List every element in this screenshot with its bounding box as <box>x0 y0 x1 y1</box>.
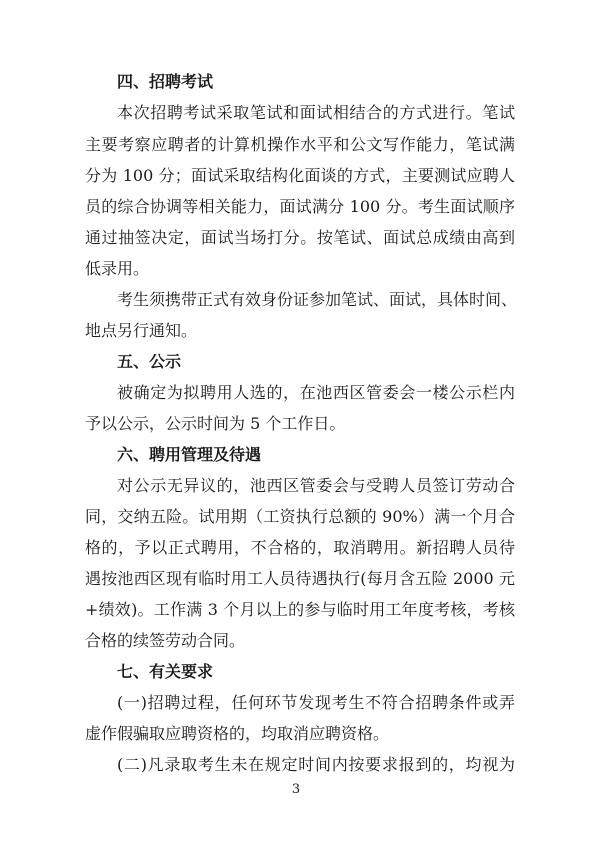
paragraph-line: 通过抽签决定，面试当场打分。按笔试、面试总成绩由高到 <box>85 228 515 247</box>
section-heading-recruitment-exam: 四、招聘考试 <box>117 72 214 91</box>
paragraph-line: 同，交纳五险。试用期（工资执行总额的 90%）满一个月合 <box>85 507 515 526</box>
paragraph-line: 予以公示，公示时间为 5 个工作日。 <box>85 414 346 433</box>
paragraph-line: 虚作假骗取应聘资格的，均取消应聘资格。 <box>85 724 390 743</box>
paragraph-line: 被确定为拟聘用人选的，在池西区管委会一楼公示栏内 <box>117 383 515 402</box>
paragraph-line: (一)招聘过程，任何环节发现考生不符合招聘条件或弄 <box>117 693 515 712</box>
paragraph-line: 格的，予以正式聘用，不合格的，取消聘用。新招聘人员待 <box>85 538 515 557</box>
paragraph-line: 地点另行通知。 <box>85 321 198 340</box>
section-heading-employment-management: 六、聘用管理及待遇 <box>117 445 262 464</box>
paragraph-line: 员的综合协调等相关能力，面试满分 100 分。考生面试顺序 <box>85 197 515 216</box>
paragraph-line: 考生须携带正式有效身份证参加笔试、面试，具体时间、 <box>117 290 518 309</box>
paragraph-line: 遇按池西区现有临时用工人员待遇执行(每月含五险 2000 元 <box>85 569 515 588</box>
paragraph-line: 主要考察应聘者的计算机操作水平和公文写作能力，笔试满 <box>85 135 515 154</box>
paragraph-line: 本次招聘考试采取笔试和面试相结合的方式进行。笔试 <box>117 103 515 122</box>
paragraph-line: +绩效)。工作满 3 个月以上的参与临时用工年度考核，考核 <box>85 600 515 619</box>
paragraph-line: (二)凡录取考生未在规定时间内按要求报到的，均视为 <box>117 755 515 774</box>
paragraph-line: 分为 100 分；面试采取结构化面谈的方式，主要测试应聘人 <box>85 166 515 185</box>
page-number: 3 <box>291 782 301 797</box>
paragraph-line: 对公示无异议的，池西区管委会与受聘人员签订劳动合 <box>117 476 515 495</box>
paragraph-line: 低录用。 <box>85 259 150 278</box>
section-heading-requirements: 七、有关要求 <box>117 662 214 681</box>
paragraph-line: 合格的续签劳动合同。 <box>85 631 246 650</box>
section-heading-public-notice: 五、公示 <box>117 352 182 371</box>
